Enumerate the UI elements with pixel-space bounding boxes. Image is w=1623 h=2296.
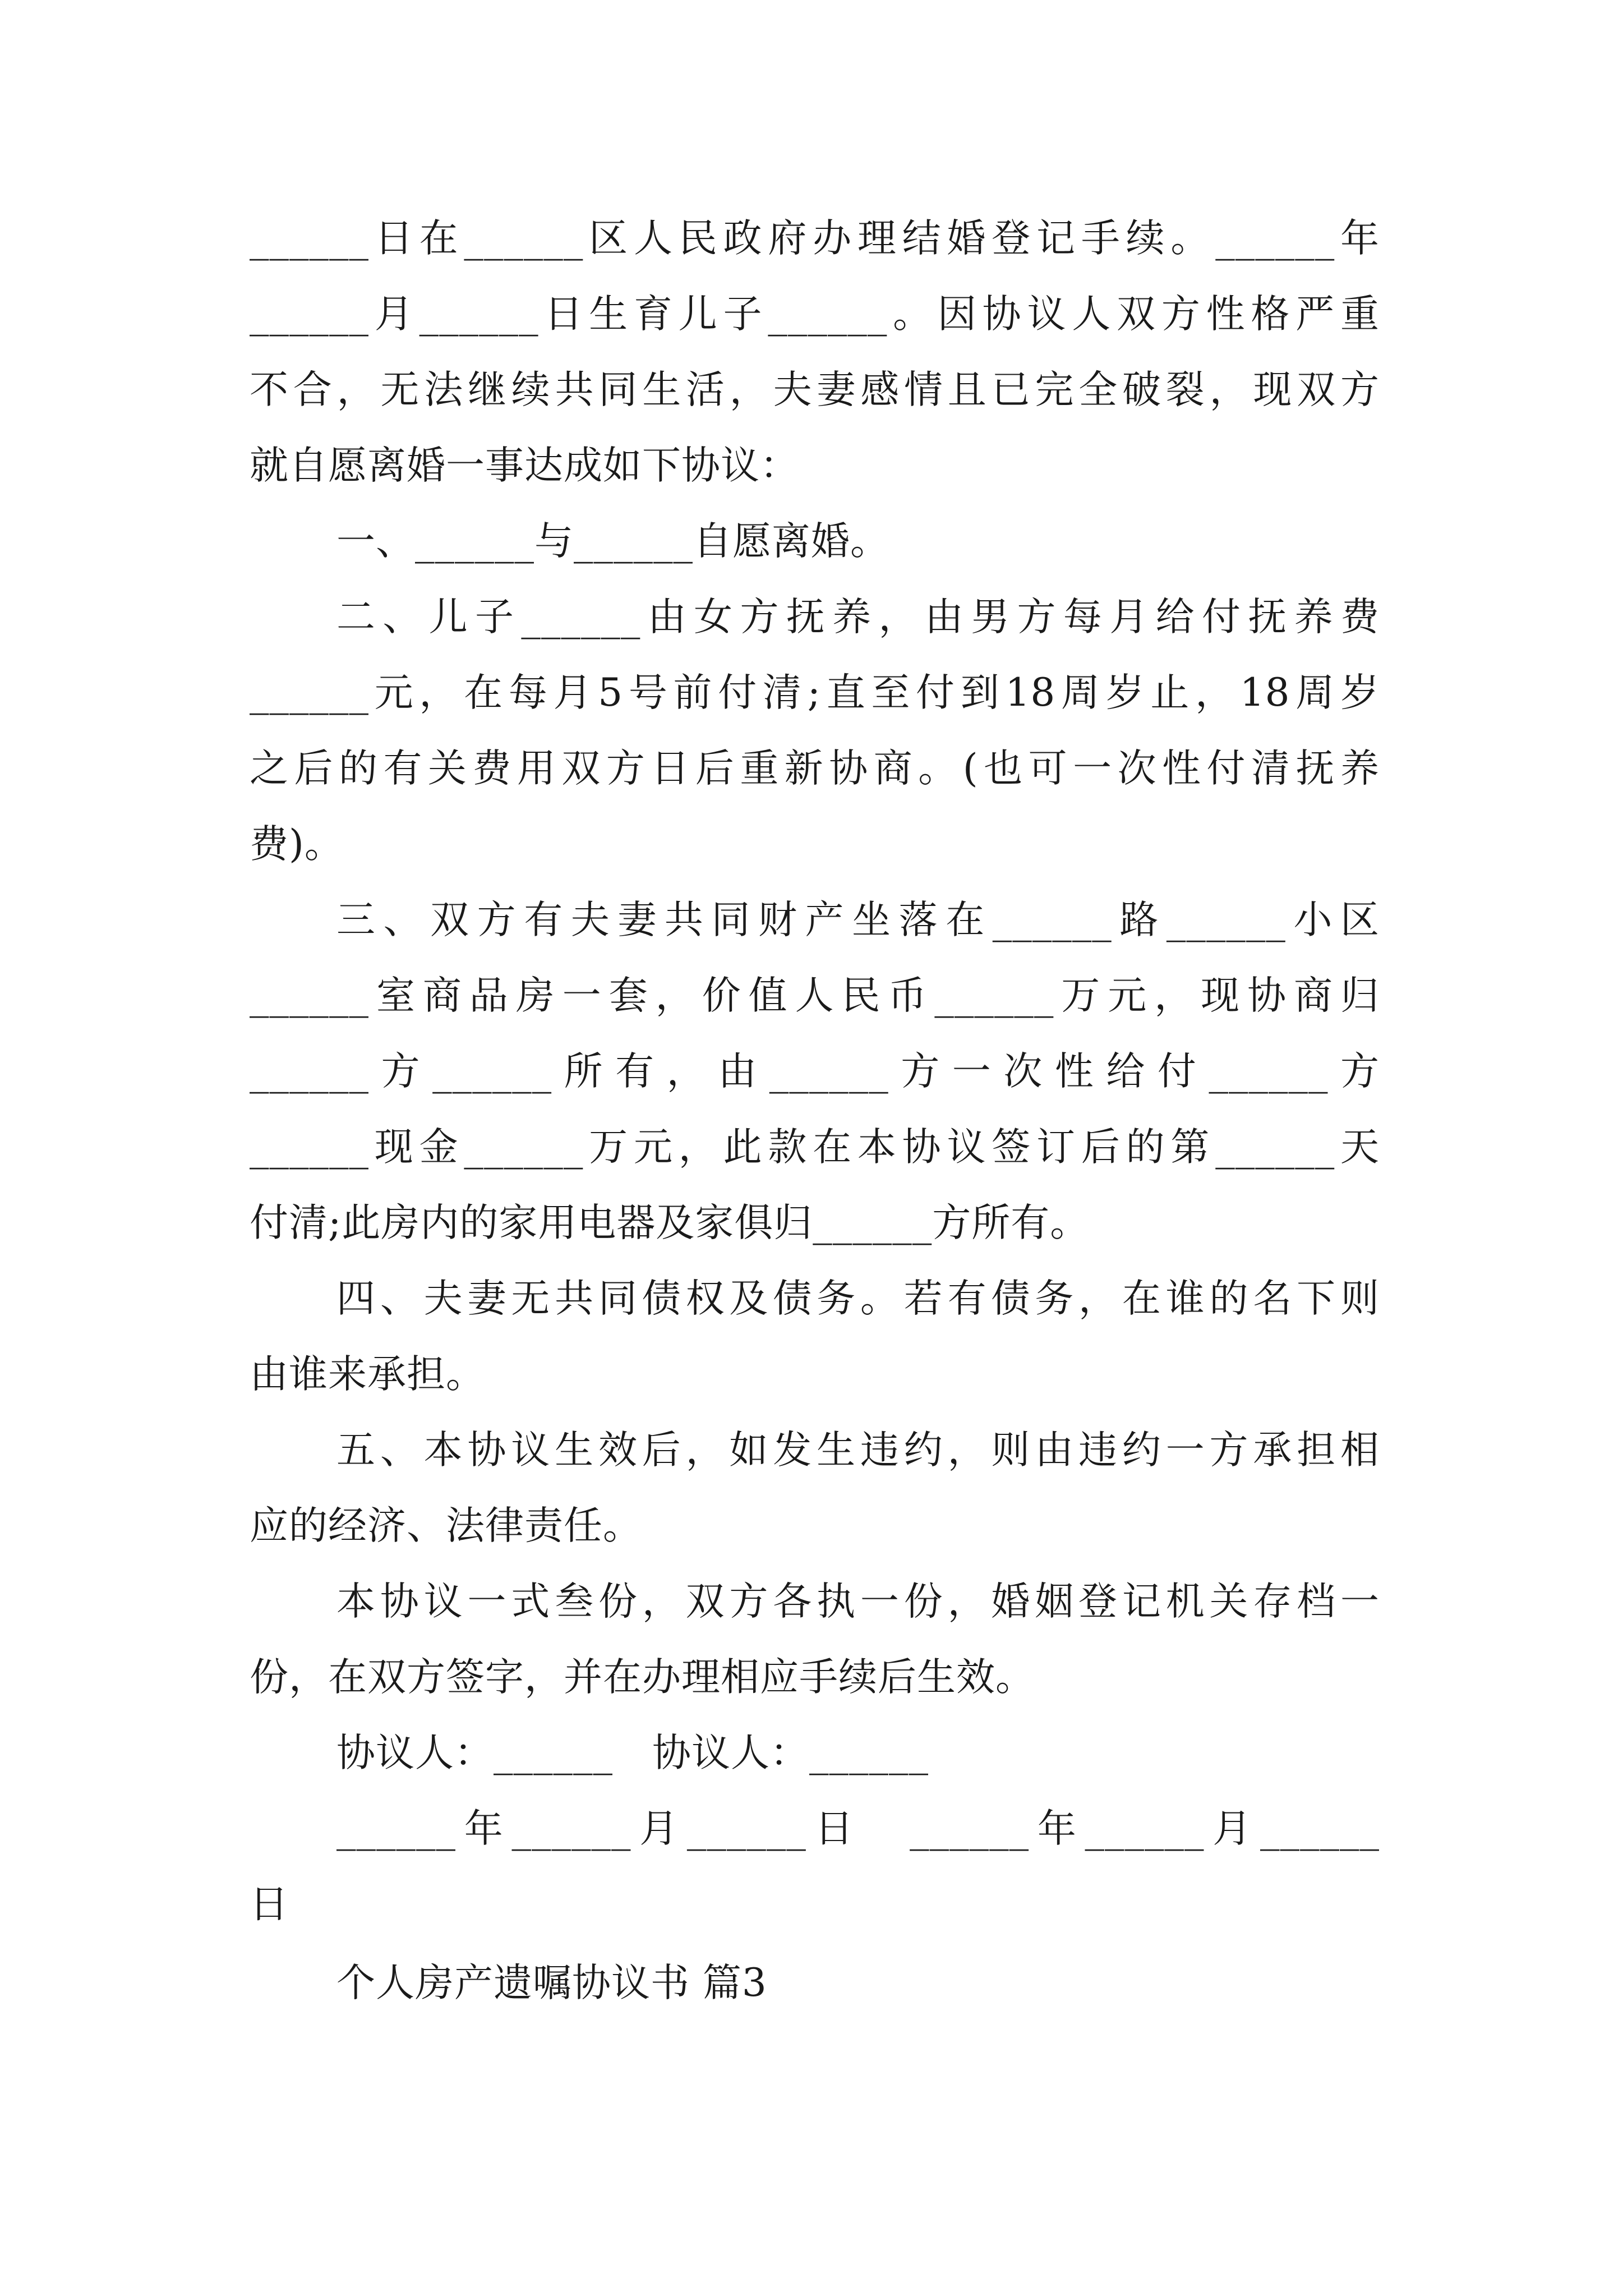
paragraph-line: 费)。 — [250, 822, 344, 867]
date-line: ______年______月______日 ______年______月______ — [336, 1806, 1380, 1851]
paragraph-line: 之后的有关费用双方日后重新协商。(也可一次性付清抚养 — [250, 746, 1380, 791]
clause-2: 二、儿子______由女方抚养，由男方每月给付抚养费 — [336, 595, 1380, 639]
paragraph-line: 付清;此房内的家用电器及家俱归______方所有。 — [250, 1200, 1090, 1245]
clause-3: 三、双方有夫妻共同财产坐落在______路______小区 — [336, 898, 1380, 942]
clause-1: 一、______与______自愿离婚。 — [336, 519, 889, 564]
paragraph-line: ______现金______万元，此款在本协议签订后的第______天 — [250, 1125, 1380, 1170]
section-heading: 个人房产遗嘱协议书 篇3 — [336, 1961, 767, 2005]
closing-paragraph: 本协议一式叁份，双方各执一份，婚姻登记机关存档一 — [336, 1579, 1380, 1624]
paragraph-line: 由谁来承担。 — [250, 1352, 485, 1397]
paragraph-line: 份，在双方签字，并在办理相应手续后生效。 — [250, 1655, 1035, 1700]
paragraph-line: ______日在______区人民政府办理结婚登记手续。______年 — [250, 216, 1380, 261]
paragraph-line: ______室商品房一套，价值人民币______万元，现协商归 — [250, 973, 1380, 1018]
signature-line: 协议人：______ 协议人：______ — [336, 1731, 929, 1775]
clause-5: 五、本协议生效后，如发生违约，则由违约一方承担相 — [336, 1428, 1380, 1473]
paragraph-line: ______方______所有，由______方一次性给付______方 — [250, 1049, 1380, 1094]
paragraph-line: 日 — [250, 1882, 289, 1927]
clause-4: 四、夫妻无共同债权及债务。若有债务，在谁的名下则 — [336, 1276, 1380, 1321]
paragraph-line: 不合，无法继续共同生活，夫妻感情且已完全破裂，现双方 — [250, 367, 1380, 412]
paragraph-line: 就自愿离婚一事达成如下协议： — [250, 443, 799, 488]
paragraph-line: ______元，在每月5号前付清;直至付到18周岁止，18周岁 — [250, 670, 1380, 715]
paragraph-line: ______月______日生育儿子______。因协议人双方性格严重 — [250, 292, 1380, 337]
paragraph-line: 应的经济、法律责任。 — [250, 1503, 642, 1548]
